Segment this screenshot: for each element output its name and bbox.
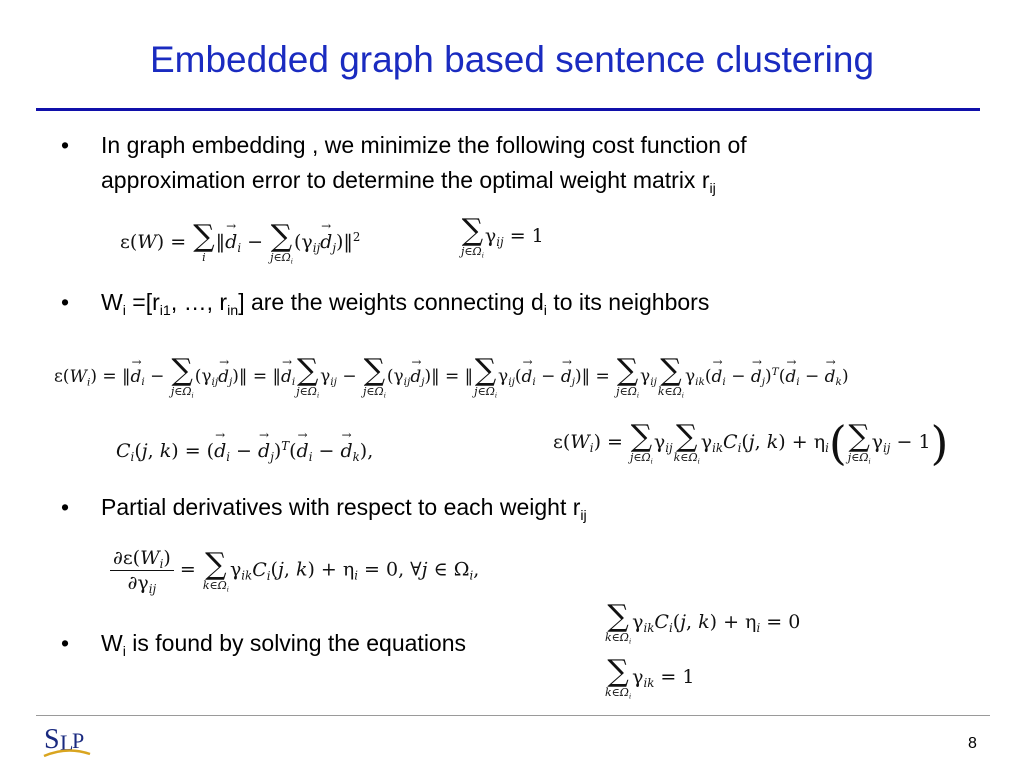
bullet-line-2: approximation error to determine the optimal weight matrix $r_{ij}$ — [101, 167, 716, 197]
equation-expansion: $\varepsilon(W_i)$ = ‖→ $d_i$ − ∑ $j\in\Omega_i$ ($\gamma_{ij}\to$ $d_j)‖$ = ‖→ $d_i$ ∑ $j\in\Omega_i$ $\gamma_{ij}$ − ∑ $j\in\Omega_i$ ($\gamma_{ij}\to$ $d_j)‖$ = ‖ ∑ $j\in\Omega_i$ $\gamma_{ij}(\to d_i$ − → $d_j)‖$ = ∑ $j\in\Omega_i$ $\gamma_{ij}$ ∑ $k\in\Omega_i$ $\gamma_{ik}(\to d_i$ − → $d_j)^T(\to d_i$ − → $d_k$) — [54, 356, 849, 398]
bullet-line-1: In graph embedding , we minimize the following cost function of — [101, 132, 747, 158]
title-underline — [36, 108, 980, 111]
bullet-dot: • — [61, 630, 70, 656]
slide-title: Embedded graph based sentence clustering — [149, 39, 875, 80]
bullet-weights: • $W_i =[r_{i1}$, …, $r_{in}$] are the weights connecting $d_i$ to its neighbors — [101, 285, 709, 320]
bullet-solve-equations: • $W_i$ is found by solving the equations — [101, 626, 466, 661]
bullet-partial-derivatives: • Partial derivatives with respect to each weight $r_{ij}$ — [101, 490, 587, 525]
svg-text:P: P — [72, 728, 85, 753]
equation-system-second: ∑ $k\in\Omega_i$ $\gamma_{ik} = 1$ — [605, 654, 695, 701]
page-number: 8 — [968, 735, 977, 752]
footer-divider — [36, 715, 990, 716]
equation-cost-function: ε(W) = ∑ i ‖→ $d_i$ − ∑ $j\in\Omega_i$ ($\gamma_{ij}\to$ $d_j)‖^2$ — [120, 222, 360, 264]
equation-system-first: ∑ $k\in\Omega_i$ $\gamma_{ik}C_i(j$, $k) + \eta_i = 0$ — [605, 599, 801, 646]
bullet-dot: • — [61, 289, 70, 315]
equation-partial-derivative: $\frac{\partial\varepsilon(W_i)}{\partial\gamma_{ij}}$ = ∑ $k\in\Omega_i$ $\gamma_{ik}C_i(j$, $k) + \eta_i = 0$, ∀j ∈ $\Omega_i$, — [110, 546, 479, 595]
equation-covariance: $C_i(j$, k) = (→ $d_i$ − → $d_j)^T(\to d_i$ − → $d_k$), — [116, 440, 373, 462]
slp-logo — [42, 720, 92, 762]
bullet-dot: • — [61, 494, 70, 520]
equation-weight-constraint: ∑ $j\in\Omega_i$ $\gamma_{ij} = 1$ — [461, 213, 544, 260]
equation-lagrangian: $\varepsilon(W_i)$ = ∑ $j\in\Omega_i$ $\gamma_{ij}$ ∑ $k\in\Omega_i$ $\gamma_{ik}C_i(j$, $k) + \eta_i$( ∑ $j\in\Omega_i$ $\gamma_{ij} - 1$) — [553, 416, 949, 470]
bullet-cost-function — [61, 128, 747, 198]
svg-text:S: S — [44, 724, 60, 755]
bullet-dot: • — [61, 132, 70, 158]
svg-text:L: L — [60, 730, 74, 755]
